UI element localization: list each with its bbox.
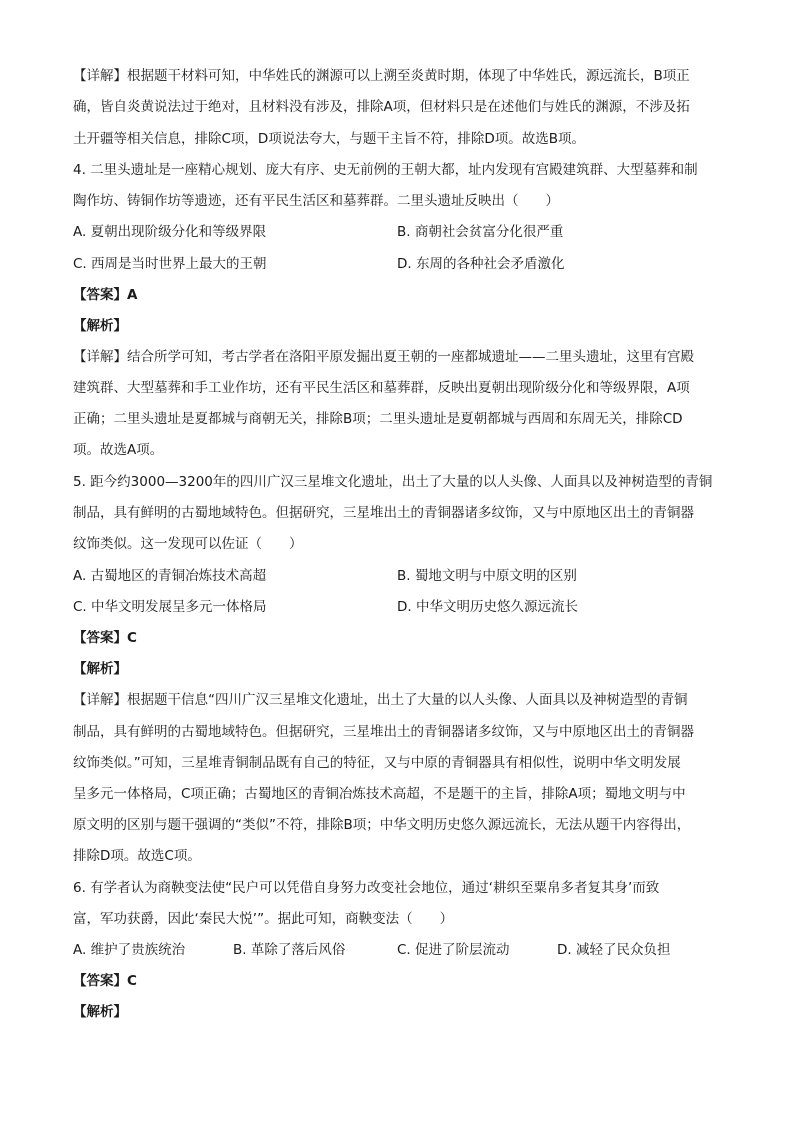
q5-detail-line: 纹饰类似。”可知，三星堆青铜制品既有自己的特征，又与中原的青铜器具有相似性，说明中华文明发展 [73, 755, 681, 771]
q6-analysis-heading: 【解析】 [73, 1004, 127, 1020]
q3-detail-line: 【详解】根据题干材料可知，中华姓氏的渊源可以上溯至炎黄时期，体现了中华姓氏，源远流长，B项正 [73, 68, 690, 84]
q5-stem-line: 5. 距今约3000—3200年的四川广汉三星堆文化遗址，出土了大量的以人头像、人面具以及神树造型的青铜 [73, 474, 713, 490]
q5-option-d: D. 中华文明历史悠久源远流长 [397, 599, 578, 615]
q3-detail-line: 确，皆自炎黄说法过于绝对，且材料没有涉及，排除A项，但材料只是在述他们与姓氏的渊源，不涉及拓 [73, 99, 690, 115]
q4-analysis-heading: 【解析】 [73, 318, 127, 334]
q6-stem-line: 富，军功获爵，因此‘秦民大悦’”。据此可知，商鞅变法（ ） [73, 911, 454, 927]
q4-option-c: C. 西周是当时世界上最大的王朝 [73, 256, 267, 272]
q4-option-b: B. 商朝社会贫富分化很严重 [397, 224, 564, 240]
q5-option-b: B. 蜀地文明与中原文明的区别 [397, 568, 577, 584]
q5-detail-line: 排除D项。故选C项。 [73, 848, 201, 864]
q4-detail-line: 正确；二里头遗址是夏都城与商朝无关，排除B项；二里头遗址是夏朝都城与西周和东周无关，排除CD [73, 411, 683, 427]
q4-detail-line: 【详解】结合所学可知，考古学者在洛阳平原发掘出夏王朝的一座都城遗址——二里头遗址，这里有宫殿 [73, 349, 694, 365]
q5-analysis-heading: 【解析】 [73, 661, 127, 677]
q6-option-c: C. 促进了阶层流动 [397, 942, 510, 958]
q6-answer: 【答案】C [73, 973, 137, 989]
q5-detail-line: 呈多元一体格局，C项正确；古蜀地区的青铜冶炼技术高超，不是题干的主旨，排除A项；蜀地文明与中 [73, 786, 686, 802]
q4-option-d: D. 东周的各种社会矛盾激化 [397, 256, 565, 272]
q4-option-a: A. 夏朝出现阶级分化和等级界限 [73, 224, 267, 240]
q6-stem-line: 6. 有学者认为商鞅变法使“民户可以凭借自身努力改变社会地位，通过‘耕织至粟帛多者复其身’而致 [73, 880, 660, 896]
q5-stem-line: 纹饰类似。这一发现可以佐证（ ） [73, 536, 303, 552]
q5-stem-line: 制品，具有鲜明的古蜀地域特色。但据研究，三星堆出土的青铜器诸多纹饰，又与中原地区出土的青铜器 [73, 505, 694, 521]
q5-detail-line: 制品，具有鲜明的古蜀地域特色。但据研究，三星堆出土的青铜器诸多纹饰，又与中原地区出土的青铜器 [73, 724, 694, 740]
q5-option-a: A. 古蜀地区的青铜冶炼技术高超 [73, 568, 267, 584]
q6-option-a: A. 维护了贵族统治 [73, 942, 186, 958]
q6-option-b: B. 革除了落后风俗 [233, 942, 346, 958]
q3-detail-line: 土开疆等相关信息，排除C项，D项说法夸大，与题干主旨不符，排除D项。故选B项。 [73, 131, 585, 147]
q5-detail-line: 【详解】根据题干信息“四川广汉三星堆文化遗址，出土了大量的以人头像、人面具以及神树造型的青铜 [73, 692, 688, 708]
q5-answer: 【答案】C [73, 630, 137, 646]
q6-option-d: D. 减轻了民众负担 [557, 942, 671, 958]
q4-detail-line: 项。故选A项。 [73, 442, 164, 458]
q4-answer: 【答案】A [73, 287, 138, 303]
q4-stem-line: 4. 二里头遗址是一座精心规划、庞大有序、史无前例的王朝大都，址内发现有宫殿建筑群、大型墓葬和制 [73, 162, 698, 178]
q4-stem-line: 陶作坊、铸铜作坊等遗迹，还有平民生活区和墓葬群。二里头遗址反映出（ ） [73, 193, 559, 209]
q5-detail-line: 原文明的区别与题干强调的“类似”不符，排除B项；中华文明历史悠久源远流长，无法从题干内容得出， [73, 817, 691, 833]
q5-option-c: C. 中华文明发展呈多元一体格局 [73, 599, 267, 615]
q4-detail-line: 建筑群、大型墓葬和手工业作坊，还有平民生活区和墓葬群，反映出夏朝出现阶级分化和等级界限，A项 [73, 380, 690, 396]
